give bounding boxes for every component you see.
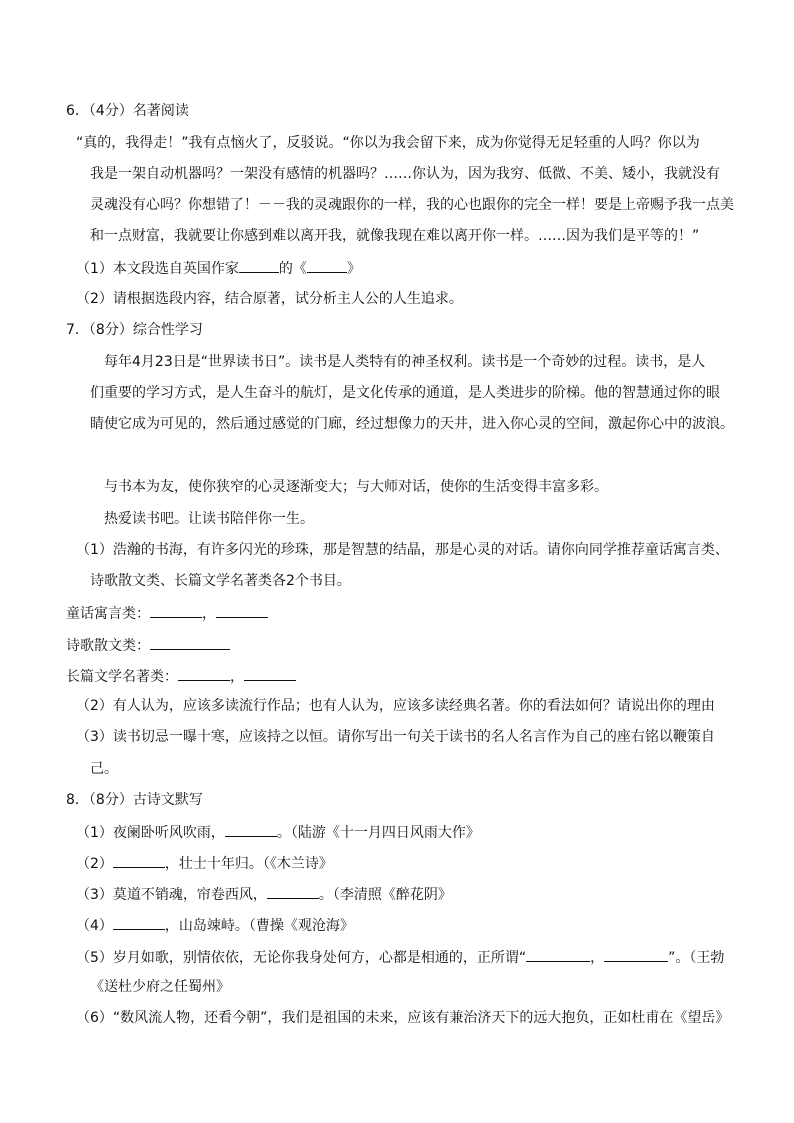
q8-item-2 bbox=[76, 852, 333, 874]
q8-item4-text-a: （4） bbox=[76, 918, 113, 934]
fairy-tale-category-label: 童话寓言类： bbox=[66, 606, 150, 622]
novel-answer-blank-2[interactable] bbox=[244, 665, 296, 681]
author-answer-blank[interactable] bbox=[239, 257, 279, 273]
fairy-tale-category-row bbox=[66, 602, 268, 624]
q8-item5-text-b: ， bbox=[590, 950, 605, 966]
q8-item-5 bbox=[76, 946, 724, 968]
q6-passage-line-4: 和一点财富，我就要让你感到难以离开我，就像我现在难以离开你一样。……因为我们是平等的！” bbox=[90, 228, 700, 244]
q7-sub1-line-2: 诗歌散文类、长篇文学名著类各2个书目。 bbox=[90, 573, 351, 589]
q8-item2-text-b: ，壮士十年归。（《木兰诗》 bbox=[164, 856, 333, 872]
q7-heading: 7．（8分）综合性学习 bbox=[66, 322, 203, 338]
q8-item5-answer-blank-2[interactable] bbox=[604, 946, 668, 962]
q8-item2-text-a: （2） bbox=[76, 856, 113, 872]
q8-item-6: （6）“数风流人物，还看今朝”，我们是祖国的未来，应该有兼治济天下的远大抱负，正如杜甫在《望岳》 bbox=[76, 1010, 730, 1026]
q7-passage-line-4: 与书本为友，使你狭窄的心灵逐渐变大；与大师对话，使你的生活变得丰富多彩。 bbox=[104, 479, 608, 495]
novel-category-label: 长篇文学名著类： bbox=[66, 669, 178, 685]
poetry-answer-blank[interactable] bbox=[150, 634, 230, 650]
q7-passage-line-1: 每年4月23日是“世界读书日”。读书是人类特有的神圣权利。读书是一个奇妙的过程。读书，是人 bbox=[104, 354, 706, 370]
q6-passage-line-2: 我是一架自动机器吗？一架没有感情的机器吗？……你认为，因为我穷、低微、不美、矮小，我就没有 bbox=[90, 166, 720, 182]
q8-item4-text-b: ，山岛竦峙。（曹操《观沧海》 bbox=[164, 918, 354, 934]
q8-item-4 bbox=[76, 914, 354, 936]
q6-sub1-text-c: 》 bbox=[346, 261, 361, 277]
q8-item1-text-a: （1）夜阑卧听风吹雨， bbox=[76, 825, 225, 841]
q7-passage-line-2: 们重要的学习方式，是人生奋斗的航灯，是文化传承的通道，是人类进步的阶梯。他的智慧通过你的眼 bbox=[90, 385, 720, 401]
novel-category-row bbox=[66, 665, 296, 687]
q6-passage-line-3: 灵魂没有心吗？你想错了！－－我的灵魂跟你的一样，我的心也跟你的完全一样！要是上帝赐予我一点美 bbox=[90, 197, 734, 213]
separator-comma: ， bbox=[202, 606, 216, 622]
poetry-category-row bbox=[66, 634, 230, 656]
q8-item1-answer-blank[interactable] bbox=[225, 821, 277, 837]
q8-item5-text-c: ”。（王勃 bbox=[668, 950, 725, 966]
q7-sub1-line-1: （1）浩瀚的书海，有许多闪光的珍珠，那是智慧的结晶，那是心灵的对话。请你向同学推荐童话寓言类、 bbox=[76, 542, 729, 558]
q6-sub1-text-b: 的《 bbox=[278, 261, 307, 277]
q7-sub3-line-1: （3）读书切忌一曝十寒，应该持之以恒。请你写出一句关于读书的名人名言作为自己的座右铭以鞭策自 bbox=[76, 729, 715, 745]
q8-item5-answer-blank-1[interactable] bbox=[526, 946, 590, 962]
q7-sub-question-2: （2）有人认为，应该多读流行作品；也有人认为，应该多读经典名著。你的看法如何？请说出你的理由 bbox=[76, 698, 715, 714]
q8-item1-text-b: 。（陆游《十一月四日风雨大作》 bbox=[276, 825, 480, 841]
separator-comma: ， bbox=[230, 669, 244, 685]
book-title-answer-blank[interactable] bbox=[307, 257, 347, 273]
q6-heading: 6．（4分）名著阅读 bbox=[66, 103, 189, 119]
fairy-tale-answer-blank-2[interactable] bbox=[216, 602, 268, 618]
q8-item2-answer-blank[interactable] bbox=[113, 852, 165, 868]
q6-passage-line-1: “真的，我得走！”我有点恼火了，反驳说。“你以为我会留下来，成为你觉得无足轻重的人吗？你以为 bbox=[76, 135, 700, 151]
q8-item3-text-b: 。（李清照《醉花阴》 bbox=[318, 887, 452, 903]
q7-passage-line-3: 睛使它成为可见的，然后通过感觉的门廊，经过想像力的天井，进入你心灵的空间，激起你心中的波浪。 bbox=[90, 416, 734, 432]
q6-sub-question-2: （2）请根据选段内容，结合原著，试分析主人公的人生追求。 bbox=[76, 291, 463, 307]
novel-answer-blank-1[interactable] bbox=[178, 665, 230, 681]
q6-sub1-text-a: （1）本文段选自英国作家 bbox=[76, 261, 239, 277]
q7-sub3-line-2: 己。 bbox=[90, 761, 118, 777]
q8-item-1 bbox=[76, 821, 480, 843]
q8-item4-answer-blank[interactable] bbox=[113, 914, 165, 930]
q7-passage-line-5: 热爱读书吧。让读书陪伴你一生。 bbox=[104, 511, 314, 527]
q8-item-3 bbox=[76, 883, 452, 905]
q8-item5-text-a: （5）岁月如歌，别情依依，无论你我身处何方，心都是相通的，正所谓“ bbox=[76, 950, 527, 966]
q8-item3-text-a: （3）莫道不销魂，帘卷西风， bbox=[76, 887, 267, 903]
q8-item3-answer-blank[interactable] bbox=[267, 883, 319, 899]
q8-heading: 8．（8分）古诗文默写 bbox=[66, 792, 203, 808]
q8-item5-line-2: 《送杜少府之任蜀州》 bbox=[90, 979, 230, 995]
poetry-category-label: 诗歌散文类： bbox=[66, 638, 150, 654]
q6-sub-question-1 bbox=[76, 257, 361, 279]
fairy-tale-answer-blank-1[interactable] bbox=[150, 602, 202, 618]
